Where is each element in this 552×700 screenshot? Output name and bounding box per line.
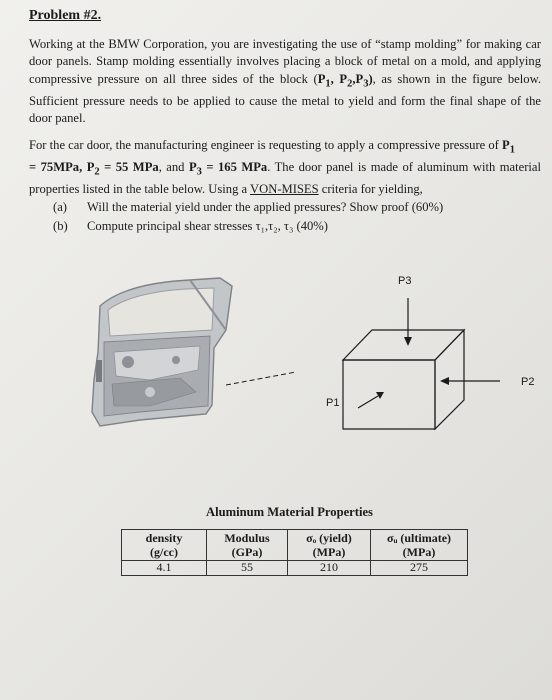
intro-paragraph: Working at the BMW Corporation, you are investigating the use of “stamp molding” for making car door panels. Stamp molding essentially involves placing a block of metal on a mold, and applying compressive pressure on all three sides of the block ($P_1$, $P_2,P_3$), as shown in the figure below. Sufficient pressure needs to be applied to cause the metal to yield and form the final shape of the door panel. [29,37,541,126]
table-header-row [122,530,468,561]
pressure-p1: $P_1$ [502,138,515,156]
value-yield: 210 [288,561,371,576]
table-row [122,561,468,576]
value-density: 4.1 [122,561,207,576]
question-a: (a) Will the material yield under the applied pressures? Show proof (60%) [53,200,444,214]
header-yield: σₒ (yield) (MPa) [288,530,371,561]
pressure-p1-value: = 75MPa [29,159,80,174]
p2-label: P2 [521,376,535,388]
p1-label: P1 [326,397,340,409]
dashed-leader-line [226,372,296,385]
pressure-p3: $P_3 = 165$ MPa [188,159,268,178]
p2-arrow [440,377,500,385]
header-density: density (g/cc) [122,530,207,561]
header-modulus: Modulus (GPa) [207,530,288,561]
p3-label: P3 [398,275,412,287]
problem-title: Problem #2. [29,8,102,23]
p3-arrow [404,298,412,346]
material-properties-table [121,529,468,576]
criteria-name: VON-MISES [250,181,319,196]
car-door-image [92,278,232,426]
value-modulus: 55 [207,561,288,576]
stamp-molding-figure [0,260,552,460]
value-ultimate: 275 [371,561,468,576]
pressure-p2: $P_2 = 55$ MPa [86,159,159,178]
p1-arrow [358,392,384,408]
figure-svg [0,260,552,460]
pressure-list: $P_1$, $P_2,P_3$) [317,71,373,90]
table-title: Aluminum Material Properties [206,505,373,519]
header-ultimate: σᵤ (ultimate) (MPa) [371,530,468,561]
question-b: (b) Compute principal shear stresses τ₁,τ₂, τ₃ (40%) [53,219,328,233]
request-paragraph: For the car door, the manufacturing engineer is requesting to apply a compressive pressure of $P_1$ = 75MPa, $P_2 = 55$ MPa, and $P_3 = 165$ MPa. The door panel is made of aluminum with material properties listed in the table below. Using a VON-MISES criteria for yielding, [29,138,542,196]
